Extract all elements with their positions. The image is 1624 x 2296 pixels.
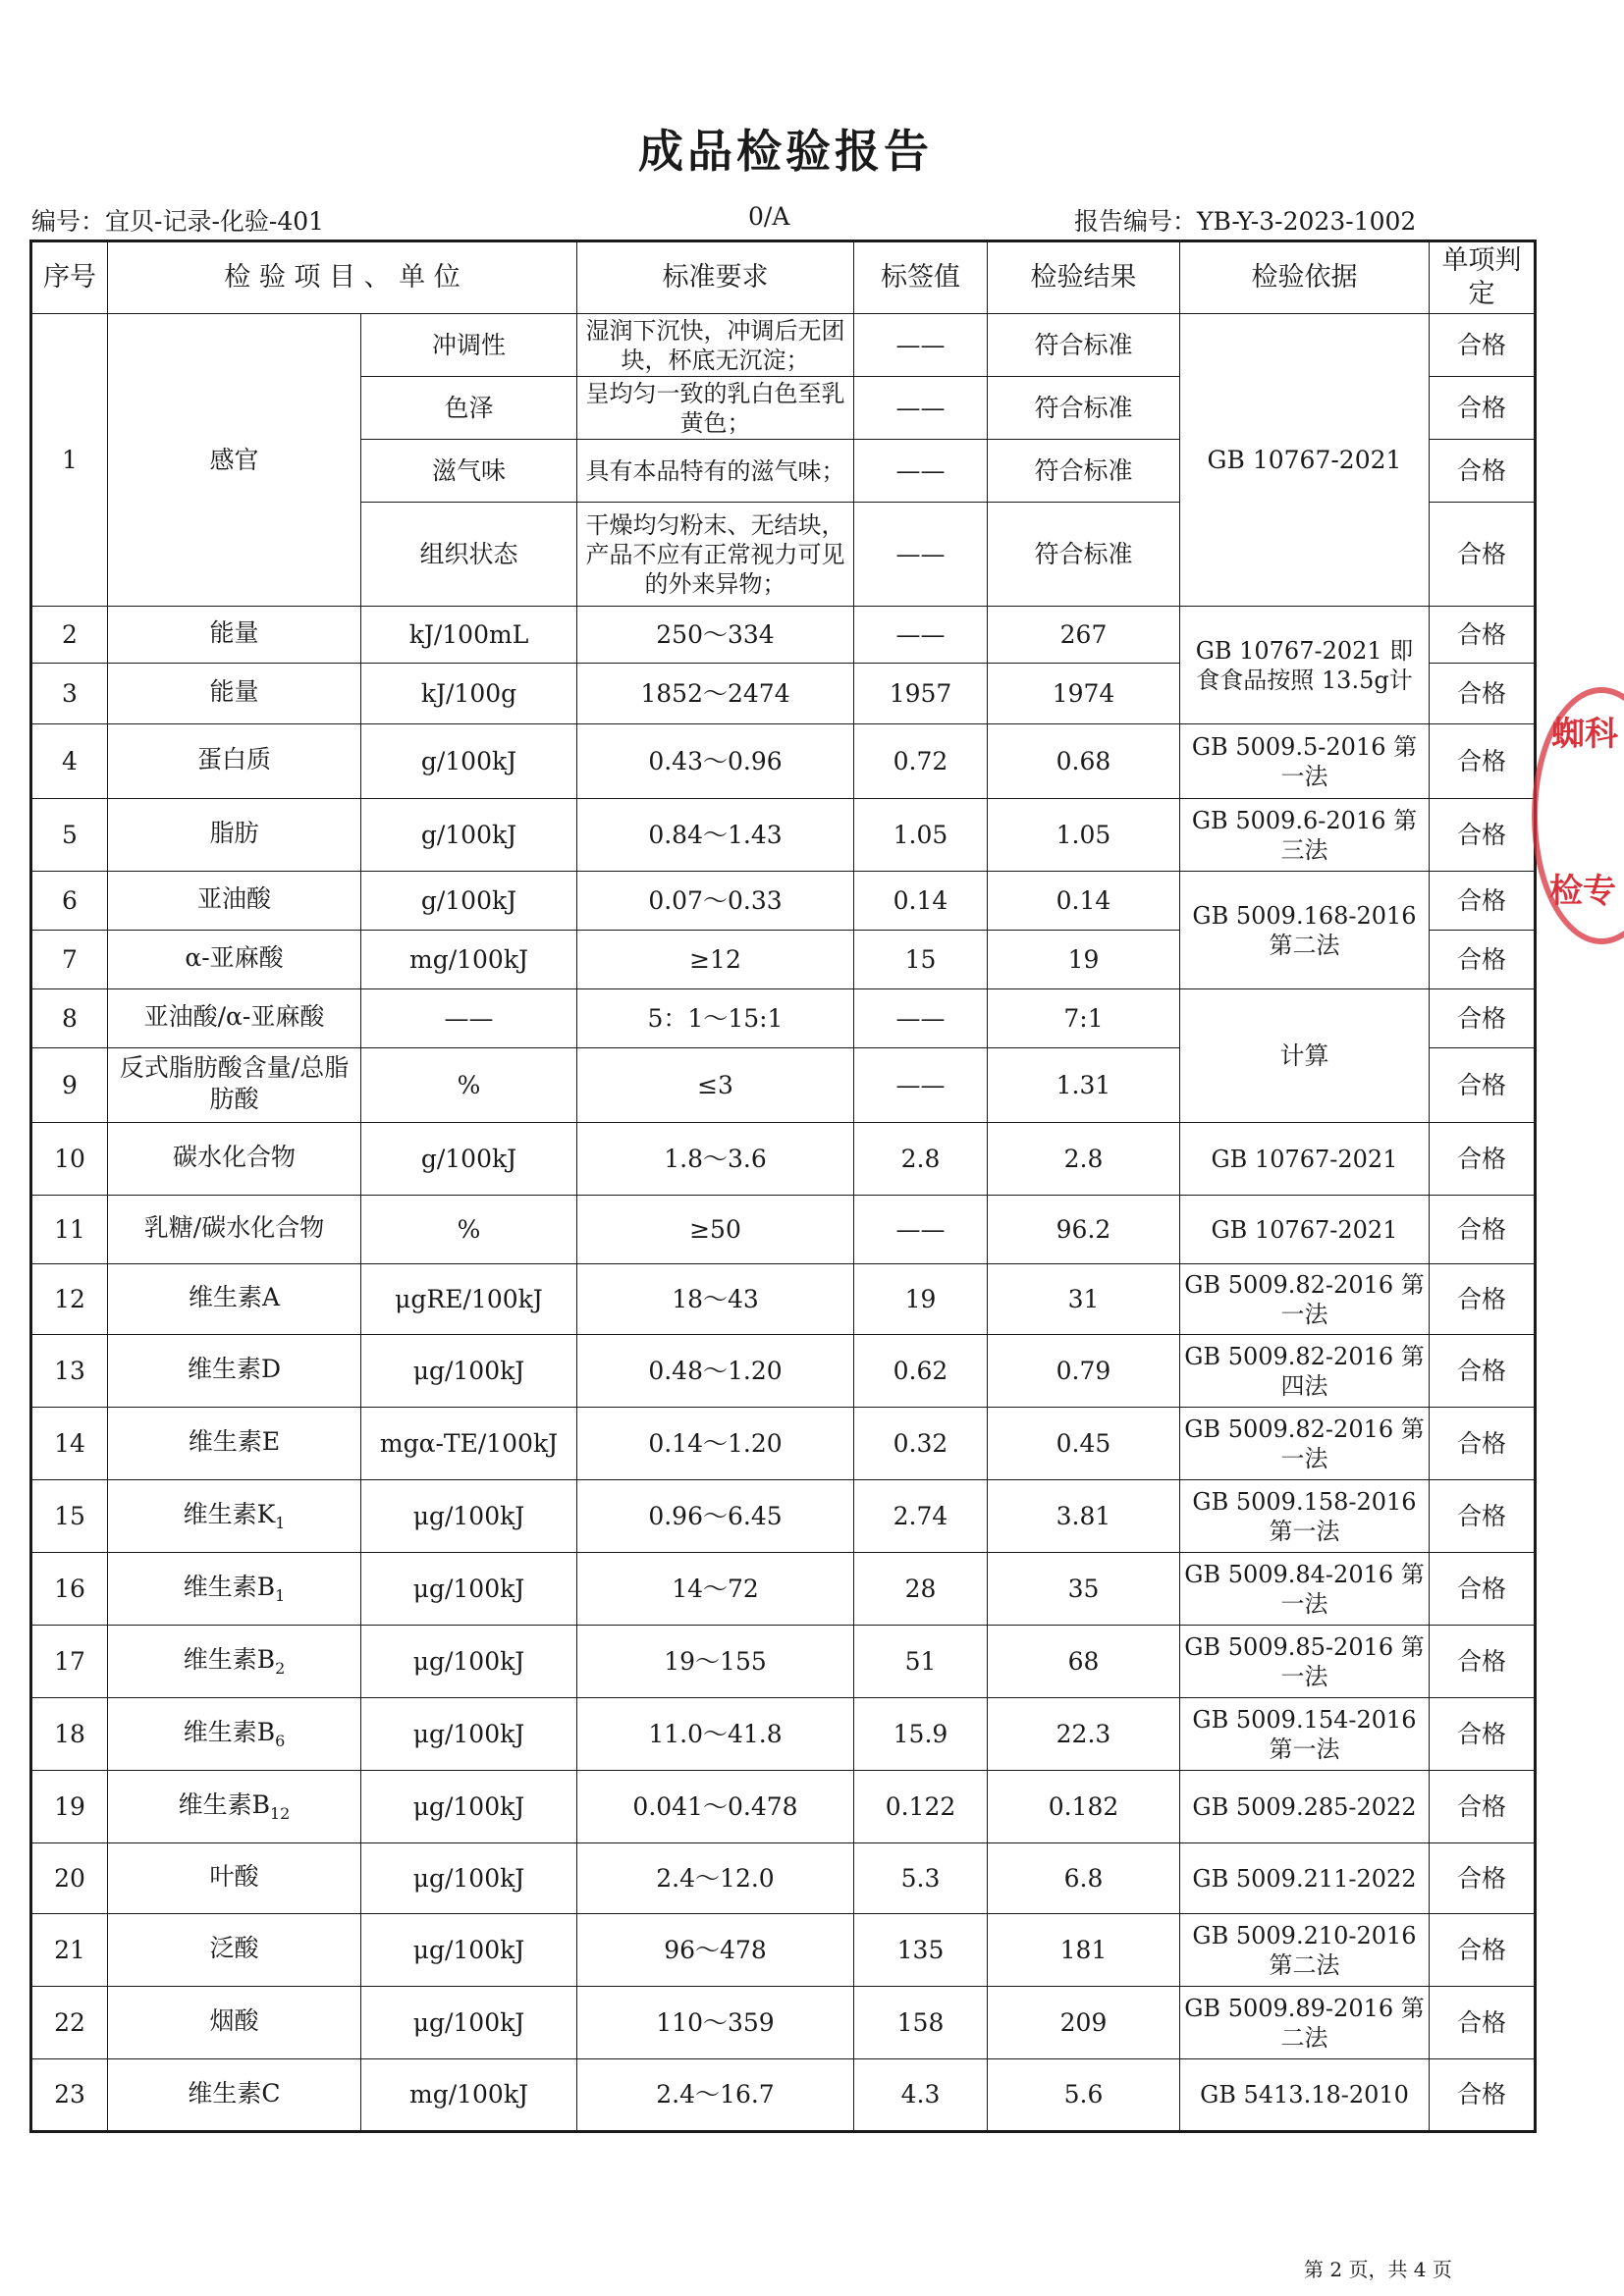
row-result: 0.79 [988, 1335, 1180, 1408]
row-verdict: 合格 [1430, 377, 1536, 440]
table-row [31, 607, 1536, 664]
row-verdict: 合格 [1430, 440, 1536, 503]
row-item-name [108, 1264, 361, 1335]
row-item-name [108, 931, 361, 989]
row-basis: GB 10767-2021 [1180, 1196, 1430, 1264]
row-result: 符合标准 [988, 377, 1180, 440]
row-seq: 2 [31, 607, 108, 664]
row-result: 0.45 [988, 1408, 1180, 1480]
row-requirement: 2.4～12.0 [577, 1843, 854, 1914]
row-result: 19 [988, 931, 1180, 989]
row-verdict: 合格 [1430, 799, 1536, 872]
row-item-name-text: 维生素K [183, 1500, 276, 1528]
row-requirement: 2.4～16.7 [577, 2059, 854, 2132]
row-requirement: 0.96～6.45 [577, 1480, 854, 1553]
row-seq: 16 [31, 1553, 108, 1626]
row-result: 2.8 [988, 1123, 1180, 1196]
row-unit: μg/100kJ [361, 1771, 577, 1843]
row-item-name [108, 989, 361, 1048]
row-unit: μg/100kJ [361, 1987, 577, 2059]
row-unit: % [361, 1048, 577, 1123]
row-item-name [108, 724, 361, 799]
row-requirement: 呈均匀一致的乳白色至乳黄色； [577, 377, 854, 440]
table-row [31, 1264, 1536, 1335]
row-verdict: 合格 [1430, 1987, 1536, 2059]
row-result: 符合标准 [988, 314, 1180, 377]
row-seq: 19 [31, 1771, 108, 1843]
row-seq: 21 [31, 1914, 108, 1987]
table-row [31, 872, 1536, 931]
row-label-value: 4.3 [854, 2059, 988, 2132]
row-basis: GB 5009.85-2016 第一法 [1180, 1626, 1430, 1698]
row-label-value: 1957 [854, 664, 988, 724]
row-label-value: 15 [854, 931, 988, 989]
row-result: 0.14 [988, 872, 1180, 931]
row-result: 181 [988, 1914, 1180, 1987]
row-item-name-text: 蛋白质 [196, 745, 271, 774]
row-item-name-text: 碳水化合物 [172, 1143, 296, 1171]
row-label-value: 15.9 [854, 1698, 988, 1771]
row-unit: μg/100kJ [361, 1843, 577, 1914]
row-verdict: 合格 [1430, 607, 1536, 664]
row-item-name-text: 维生素B [183, 1718, 276, 1746]
row-verdict: 合格 [1430, 1335, 1536, 1408]
row-unit: μg/100kJ [361, 1335, 577, 1408]
row-basis: 计算 [1180, 989, 1430, 1123]
row-seq: 8 [31, 989, 108, 1048]
row-basis: GB 5009.82-2016 第四法 [1180, 1335, 1430, 1408]
row-seq: 20 [31, 1843, 108, 1914]
row-label-value: 51 [854, 1626, 988, 1698]
row-seq: 23 [31, 2059, 108, 2132]
row-requirement: 1852～2474 [577, 664, 854, 724]
row-seq: 6 [31, 872, 108, 931]
row-basis: GB 5009.5-2016 第一法 [1180, 724, 1430, 799]
row-seq: 4 [31, 724, 108, 799]
row-result: 0.68 [988, 724, 1180, 799]
row-seq: 17 [31, 1626, 108, 1698]
row-seq: 15 [31, 1480, 108, 1553]
row-item-name [108, 1626, 361, 1698]
row-verdict: 合格 [1430, 872, 1536, 931]
row-unit: % [361, 1196, 577, 1264]
row-item-subscript: 1 [275, 1586, 286, 1605]
row-seq: 13 [31, 1335, 108, 1408]
row-basis: GB 10767-2021 [1180, 1123, 1430, 1196]
row-seq: 10 [31, 1123, 108, 1196]
row-label-value: 19 [854, 1264, 988, 1335]
table-row [31, 1335, 1536, 1408]
row-item-name [108, 1048, 361, 1123]
row-verdict: 合格 [1430, 1771, 1536, 1843]
row-requirement: 14～72 [577, 1553, 854, 1626]
row-item-name-text: 维生素C [188, 2078, 281, 2108]
row-seq: 18 [31, 1698, 108, 1771]
row-label-value: 135 [854, 1914, 988, 1987]
row-requirement: 0.43～0.96 [577, 724, 854, 799]
row-label-value: 0.72 [854, 724, 988, 799]
report-title: 成品检验报告 [638, 125, 933, 178]
row-verdict: 合格 [1430, 1553, 1536, 1626]
row-item-name: 感官 [108, 314, 361, 607]
stamp-text-bottom: 检专 [1549, 872, 1616, 911]
row-label-value: —— [854, 377, 988, 440]
row-verdict: 合格 [1430, 1698, 1536, 1771]
row-requirement: ≤3 [577, 1048, 854, 1123]
row-item-name-text: 乳糖/碳水化合物 [143, 1213, 325, 1242]
table-row [31, 1626, 1536, 1698]
row-basis: GB 5009.154-2016 第一法 [1180, 1698, 1430, 1771]
row-verdict: 合格 [1430, 664, 1536, 724]
row-item-name [108, 872, 361, 931]
row-label-value: 5.3 [854, 1843, 988, 1914]
row-label-value: 0.32 [854, 1408, 988, 1480]
table-row [31, 724, 1536, 799]
row-seq: 22 [31, 1987, 108, 2059]
row-basis: GB 5009.89-2016 第二法 [1180, 1987, 1430, 2059]
row-item-name-text: 能量 [209, 618, 259, 647]
row-requirement: 湿润下沉快，冲调后无团块，杯底无沉淀； [577, 314, 854, 377]
row-sub-item: 滋气味 [361, 440, 577, 503]
row-item-name [108, 1987, 361, 2059]
row-basis: GB 5009.211-2022 [1180, 1843, 1430, 1914]
row-result: 1.31 [988, 1048, 1180, 1123]
stamp-text-top: 蜘科 [1551, 715, 1618, 754]
row-basis: GB 5009.6-2016 第三法 [1180, 799, 1430, 872]
row-result: 267 [988, 607, 1180, 664]
row-result: 22.3 [988, 1698, 1180, 1771]
row-unit: μg/100kJ [361, 1626, 577, 1698]
row-unit: μg/100kJ [361, 1553, 577, 1626]
row-verdict: 合格 [1430, 314, 1536, 377]
row-label-value: 0.122 [854, 1771, 988, 1843]
row-item-name-text: 脂肪 [209, 819, 259, 847]
row-basis: GB 5009.158-2016 第一法 [1180, 1480, 1430, 1553]
version-label: 0/A [748, 202, 790, 231]
table-header-row [31, 241, 1536, 314]
row-requirement: ≥12 [577, 931, 854, 989]
row-unit: μg/100kJ [361, 1698, 577, 1771]
row-item-name-text: 维生素B [183, 1645, 276, 1674]
row-verdict: 合格 [1430, 1264, 1536, 1335]
row-label-value: 0.14 [854, 872, 988, 931]
row-verdict: 合格 [1430, 989, 1536, 1048]
inspection-table [29, 240, 1537, 2133]
row-sub-item: 组织状态 [361, 503, 577, 607]
row-item-name [108, 1771, 361, 1843]
row-requirement: 0.48～1.20 [577, 1335, 854, 1408]
table-row [31, 1914, 1536, 1987]
row-basis: GB 5009.84-2016 第一法 [1180, 1553, 1430, 1626]
row-label-value: —— [854, 989, 988, 1048]
row-item-name-text: 泛酸 [209, 1934, 259, 1962]
header-basis: 检验依据 [1180, 241, 1430, 314]
row-seq: 3 [31, 664, 108, 724]
row-seq: 7 [31, 931, 108, 989]
row-item-name [108, 1843, 361, 1914]
row-requirement: 1.8～3.6 [577, 1123, 854, 1196]
row-unit: μg/100kJ [361, 1480, 577, 1553]
row-requirement: 19～155 [577, 1626, 854, 1698]
row-requirement: 0.041～0.478 [577, 1771, 854, 1843]
report-number: 报告编号：YB-Y-3-2023-1002 [1074, 207, 1417, 236]
row-item-subscript: 1 [275, 1514, 286, 1532]
row-item-name [108, 1408, 361, 1480]
row-verdict: 合格 [1430, 1480, 1536, 1553]
table-row [31, 989, 1536, 1048]
row-result: 3.81 [988, 1480, 1180, 1553]
row-result: 7:1 [988, 989, 1180, 1048]
row-label-value: 28 [854, 1553, 988, 1626]
table-row [31, 1698, 1536, 1771]
row-item-name [108, 1480, 361, 1553]
row-item-name-text: 能量 [209, 677, 259, 706]
row-basis: GB 5009.168-2016 第二法 [1180, 872, 1430, 989]
row-item-name [108, 1123, 361, 1196]
row-result: 96.2 [988, 1196, 1180, 1264]
row-item-name [108, 664, 361, 724]
table-row [31, 1987, 1536, 2059]
row-label-value: 2.8 [854, 1123, 988, 1196]
row-verdict: 合格 [1430, 1196, 1536, 1264]
header-result: 检验结果 [988, 241, 1180, 314]
row-requirement: 0.14～1.20 [577, 1408, 854, 1480]
row-result: 5.6 [988, 2059, 1180, 2132]
row-item-name-text: 维生素A [188, 1283, 281, 1311]
row-verdict: 合格 [1430, 2059, 1536, 2132]
row-item-name [108, 1196, 361, 1264]
row-verdict: 合格 [1430, 1914, 1536, 1987]
row-unit: mg/100kJ [361, 2059, 577, 2132]
row-requirement: 5：1～15:1 [577, 989, 854, 1048]
row-verdict: 合格 [1430, 1123, 1536, 1196]
row-item-subscript: 6 [275, 1732, 286, 1750]
row-item-name [108, 607, 361, 664]
row-item-name [108, 2059, 361, 2132]
table-row [31, 1843, 1536, 1914]
row-item-name-text: 维生素B [178, 1790, 270, 1819]
row-requirement: 110～359 [577, 1987, 854, 2059]
row-item-name-text: 维生素D [187, 1355, 282, 1383]
table-row [31, 1771, 1536, 1843]
row-label-value: —— [854, 440, 988, 503]
row-basis: GB 5009.82-2016 第一法 [1180, 1408, 1430, 1480]
row-unit: g/100kJ [361, 872, 577, 931]
row-unit: g/100kJ [361, 724, 577, 799]
row-result: 0.182 [988, 1771, 1180, 1843]
row-seq: 9 [31, 1048, 108, 1123]
table-row [31, 314, 1536, 377]
row-unit: g/100kJ [361, 799, 577, 872]
row-unit: mgα-TE/100kJ [361, 1408, 577, 1480]
row-label-value: 0.62 [854, 1335, 988, 1408]
header-requirement: 标准要求 [577, 241, 854, 314]
row-result: 符合标准 [988, 440, 1180, 503]
row-requirement: 0.84～1.43 [577, 799, 854, 872]
row-item-name-text: 维生素E [188, 1427, 281, 1456]
row-requirement: ≥50 [577, 1196, 854, 1264]
row-unit: kJ/100g [361, 664, 577, 724]
row-label-value: —— [854, 1048, 988, 1123]
table-row [31, 1480, 1536, 1553]
row-verdict: 合格 [1430, 1048, 1536, 1123]
row-basis: GB 5009.210-2016 第二法 [1180, 1914, 1430, 1987]
row-result: 1.05 [988, 799, 1180, 872]
row-basis: GB 5009.285-2022 [1180, 1771, 1430, 1843]
row-item-name [108, 799, 361, 872]
row-verdict: 合格 [1430, 1626, 1536, 1698]
record-number: 编号：宜贝-记录-化验-401 [31, 207, 325, 236]
row-seq: 12 [31, 1264, 108, 1335]
row-sub-item: 色泽 [361, 377, 577, 440]
row-result: 31 [988, 1264, 1180, 1335]
row-basis: GB 5009.82-2016 第一法 [1180, 1264, 1430, 1335]
row-result: 68 [988, 1626, 1180, 1698]
table-row [31, 799, 1536, 872]
row-result: 35 [988, 1553, 1180, 1626]
row-item-name-text: 亚油酸/α-亚麻酸 [143, 1002, 325, 1031]
page-footer: 第 2 页，共 4 页 [1304, 2258, 1452, 2281]
row-unit: μgRE/100kJ [361, 1264, 577, 1335]
table-row [31, 1123, 1536, 1196]
row-verdict: 合格 [1430, 724, 1536, 799]
row-requirement: 干燥均匀粉末、无结块，产品不应有正常视力可见的外来异物； [577, 503, 854, 607]
row-unit: —— [361, 989, 577, 1048]
row-item-name [108, 1553, 361, 1626]
header-label-value: 标签值 [854, 241, 988, 314]
row-label-value: 2.74 [854, 1480, 988, 1553]
row-label-value: —— [854, 1196, 988, 1264]
row-label-value: 1.05 [854, 799, 988, 872]
row-label-value: —— [854, 314, 988, 377]
row-unit: mg/100kJ [361, 931, 577, 989]
row-item-name [108, 1698, 361, 1771]
header-seq: 序号 [31, 241, 108, 314]
row-item-subscript: 12 [270, 1804, 291, 1823]
row-item-subscript: 2 [275, 1659, 286, 1678]
row-basis: GB 10767-2021 [1180, 314, 1430, 607]
row-result: 符合标准 [988, 503, 1180, 607]
row-requirement: 11.0～41.8 [577, 1698, 854, 1771]
table-row [31, 1408, 1536, 1480]
row-requirement: 250～334 [577, 607, 854, 664]
table-row [31, 1196, 1536, 1264]
row-requirement: 具有本品特有的滋气味； [577, 440, 854, 503]
row-basis: GB 5413.18-2010 [1180, 2059, 1430, 2132]
row-item-name-text: 维生素B [183, 1573, 276, 1601]
row-verdict: 合格 [1430, 1408, 1536, 1480]
row-label-value: 158 [854, 1987, 988, 2059]
row-label-value: —— [854, 503, 988, 607]
row-item-name-text: 烟酸 [209, 2006, 259, 2035]
row-unit: μg/100kJ [361, 1914, 577, 1987]
row-sub-item: 冲调性 [361, 314, 577, 377]
row-verdict: 合格 [1430, 931, 1536, 989]
row-result: 209 [988, 1987, 1180, 2059]
header-verdict: 单项判定 [1430, 241, 1536, 314]
row-verdict: 合格 [1430, 1843, 1536, 1914]
row-item-name-text: 反式脂肪酸含量/总脂肪酸 [119, 1053, 350, 1113]
row-seq: 1 [31, 314, 108, 607]
row-verdict: 合格 [1430, 503, 1536, 607]
row-result: 1974 [988, 664, 1180, 724]
row-seq: 11 [31, 1196, 108, 1264]
row-label-value: —— [854, 607, 988, 664]
table-row [31, 2059, 1536, 2132]
row-item-name [108, 1914, 361, 1987]
row-item-name-text: 叶酸 [209, 1862, 259, 1891]
row-requirement: 18～43 [577, 1264, 854, 1335]
row-item-name-text: 亚油酸 [196, 884, 271, 913]
row-item-name [108, 1335, 361, 1408]
row-requirement: 96～478 [577, 1914, 854, 1987]
row-seq: 5 [31, 799, 108, 872]
row-unit: g/100kJ [361, 1123, 577, 1196]
table-row [31, 1553, 1536, 1626]
row-requirement: 0.07～0.33 [577, 872, 854, 931]
row-result: 6.8 [988, 1843, 1180, 1914]
row-unit: kJ/100mL [361, 607, 577, 664]
row-item-name-text: α-亚麻酸 [185, 943, 284, 972]
row-basis: GB 10767-2021 即食食品按照 13.5g计 [1180, 607, 1430, 724]
header-item: 检 验 项 目 、 单 位 [108, 241, 577, 314]
row-seq: 14 [31, 1408, 108, 1480]
